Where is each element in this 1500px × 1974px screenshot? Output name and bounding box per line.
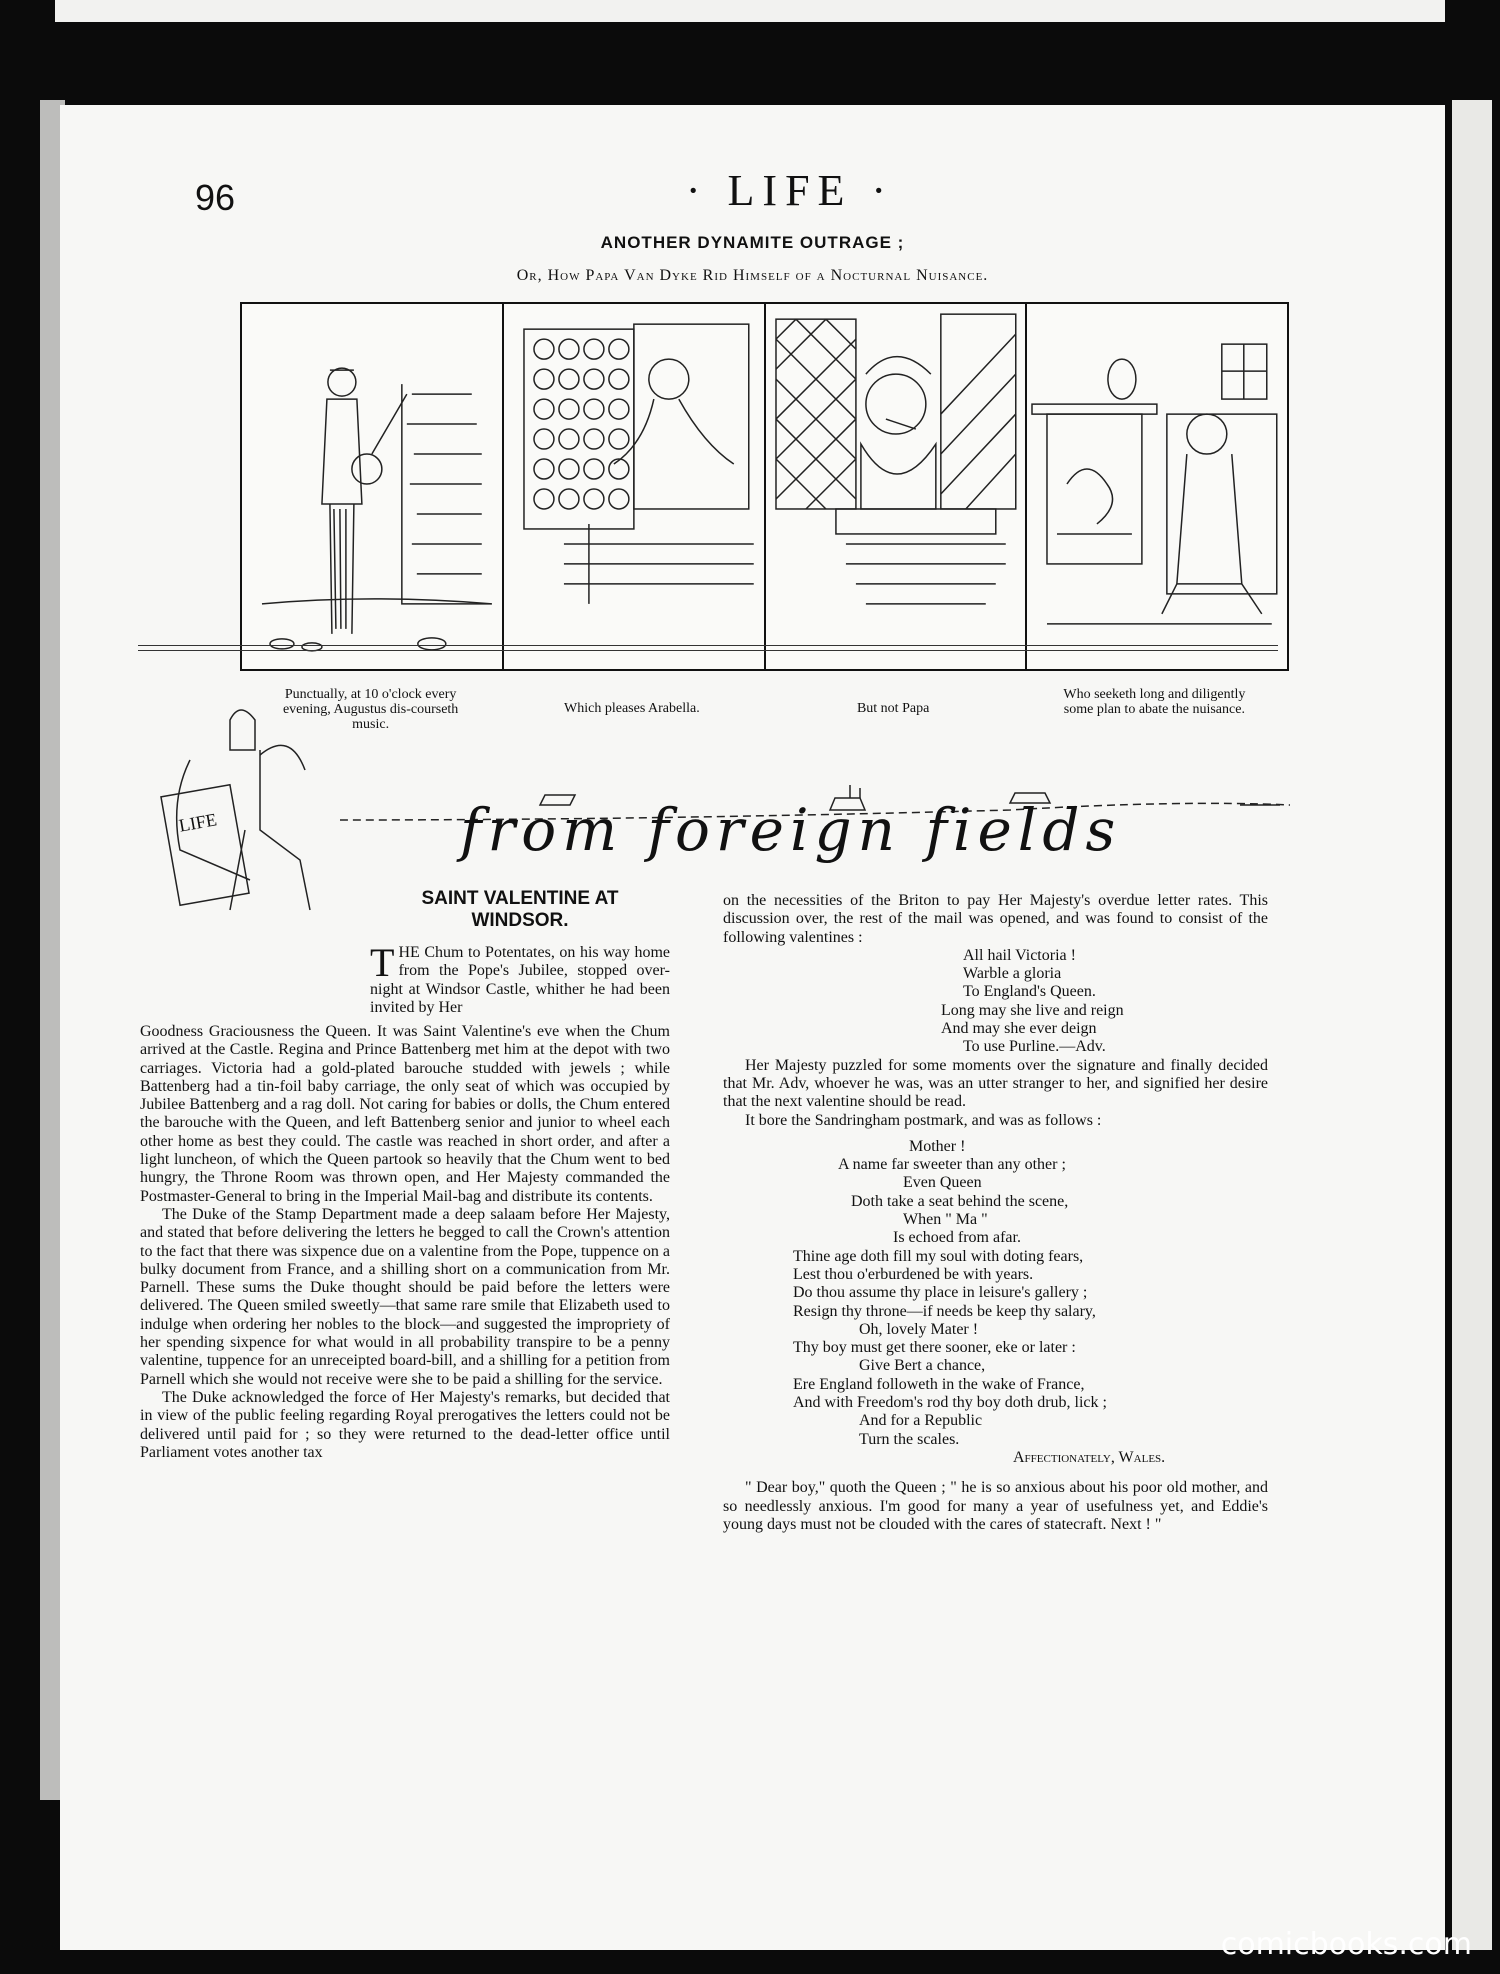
caption-panel-1: Punctually, at 10 o'clock every evening, Augustus dis-courseth music. [282,687,459,732]
valentine-verse-1 [723,947,1268,1057]
verse2-line: Mother ! [909,1137,966,1155]
verse2-line: Doth take a seat behind the scene, [851,1192,1069,1210]
column2-paragraph-1: on the necessities of the Briton to pay Her Majesty's overdue letter rates. This discussion over, the rest of the mail was opened, and was found to consist of the following valentines : [723,892,1268,946]
paragraph-3: The Duke acknowledged the force of Her Majesty's remarks, but decided that in view of the public feeling regarding Royal prerogatives the letters could not be delivered until paid for ; so they were returned to the dead-letter office until Parliament votes another tax [140,1388,670,1461]
verse2-line: Thy boy must get there sooner, eke or later : [793,1339,1076,1357]
verse2-line: Thine age doth fill my soul with doting fears, [793,1247,1084,1265]
column2-paragraph-4: " Dear boy," quoth the Queen ; " he is so anxious about his poor old mother, and so needlessly anxious. I'm good for many a year of usefulness yet, and Eddie's young days must not be clouded with the cares of statecraft. Next ! " [723,1479,1268,1533]
verse2-line: And with Freedom's rod thy boy doth drub, lick ; [793,1394,1107,1412]
verse1-line: And may she ever deign [941,1020,1097,1038]
paragraph-1: Goodness Graciousness the Queen. It was Saint Valentine's eve when the Chum arrived at the Castle. Regina and Prince Battenberg met him at the depot with two carriages. Victoria had a gold-plated barouche studded with jewels ; while Battenberg had a tin-foil baby carriage, the only seat of which was occupied by Jubilee Battenberg and a rag doll. Not caring for babies or dolls, the Chum entered the barouche with the Queen, and left Battenberg senior and junior to wheel each other home as best they could. The castle was reached in short order, and after a light luncheon, of which the Queen partook so heavily that the Chum went to bed hungry, the Throne Room was thrown open, and Her Majesty commanded the Postmaster-General to bring in the Imperial Mail-bag and distribute its contents. [140,1023,670,1205]
verse2-line: Turn the scales. [859,1430,960,1448]
page-number: 96 [195,177,236,218]
verse2-line: Is echoed from afar. [893,1229,1021,1247]
column2-paragraph-2: Her Majesty puzzled for some moments over the signature and finally decided that Mr. Adv, whoever he was, was an utter stranger to her, and signified her desire that the next valentine should be read. [723,1056,1268,1111]
article-intro [370,940,670,1017]
paragraph-2: The Duke of the Stamp Department made a deep salaam before Her Majesty, and stated that before delivering the letters he begged to call the Crown's attention to the fact that there was sixpence due on a valentine from the Pope, tuppence on a bulky document from France, and a shilling short on a communication from Mr. Parnell. These sums the Duke thought should be paid before the letters were delivered. The Queen smiled sweetly—that same rare smile that Elizabeth used to indulge when ordering her nobles to the block—and suggested the impropriety of her spending sixpence for what would in all probability transpire to be a penny valentine, tuppence for an unreceipted board-bill, and a shilling for a petition from Parnell which she would not receive were she to be paid a shilling for the service. [140,1205,670,1388]
cartoon-panel-fireside [1027,304,1287,669]
cartoon-panel-banjo [242,304,504,669]
window-girl-drawing [504,304,764,669]
cartoon-panel-window-girl [504,304,766,669]
banner-newspaper-label: LIFE [177,809,219,836]
cartoon-subtitle: Or, How Papa Van Dyke Rid Himself of a Nocturnal Nuisance. [516,267,989,284]
previous-page-edge [55,0,1445,22]
verse2-line: When " Ma " [903,1211,988,1229]
verse2-line: A name far sweeter than any other ; [838,1156,1066,1174]
caption-panel-4: Who seeketh long and diligently some plan to abate the nuisance. [1063,687,1246,717]
column2-paragraph-3: It bore the Sandringham postmark, and was as follows : [745,1111,1102,1129]
verse2-line: Lest thou o'erburdened be with years. [793,1265,1034,1283]
site-watermark: comicbooks.com [1220,1927,1472,1962]
verse2-line: Resign thy throne—if needs be keep thy salary, [793,1302,1096,1320]
article-column-2 [723,892,1268,1534]
article-intro-text: HE Chum to Potentates, on his way home from the Pope's Jubilee, stopped over-night at Windsor Castle, whither he had been invited by Her [370,944,670,1016]
valentine-verse-2 [723,1138,1268,1467]
dropcap: T [370,940,395,985]
verse1-line: To England's Queen. [963,983,1096,1001]
verse2-line: Give Bert a chance, [859,1357,986,1375]
verse2-line: Ere England followeth in the wake of France, [793,1375,1085,1393]
fireside-drawing [1027,304,1287,669]
verse2-line: Do thou assume thy place in leisure's gallery ; [793,1284,1088,1302]
verse1-line: Long may she live and reign [941,1001,1124,1019]
banner-script-title: from foreign fields [460,796,1122,864]
signature: Affectionately, Wales. [1013,1448,1166,1466]
verse1-line: All hail Victoria ! [963,946,1076,964]
verse2-line: Oh, lovely Mater ! [859,1320,979,1338]
cartoon-title: ANOTHER DYNAMITE OUTRAGE ; [600,233,905,252]
cartoon-panel-papa-window [766,304,1028,669]
article-headline [370,888,670,932]
section-rule-top [138,645,1278,646]
article-column-1 [140,1023,670,1462]
verse2-line: And for a Republic [859,1412,983,1430]
papa-window-drawing [766,304,1026,669]
banjo-player-drawing [242,304,502,669]
next-page-edge [1452,100,1492,1950]
verse1-line: Warble a gloria [963,965,1062,983]
masthead: · LIFE · [685,166,895,215]
verse1-line: To use Purline.—Adv. [963,1038,1106,1056]
caption-panel-2: Which pleases Arabella. [564,701,700,716]
section-rule-bottom [138,650,1278,651]
verse2-line: Even Queen [903,1174,982,1192]
cartoon-strip [240,302,1289,671]
article-headline-line1: SAINT VALENTINE AT [421,888,619,909]
caption-panel-3: But not Papa [856,701,930,716]
article-headline-line2: WINDSOR. [471,910,569,931]
